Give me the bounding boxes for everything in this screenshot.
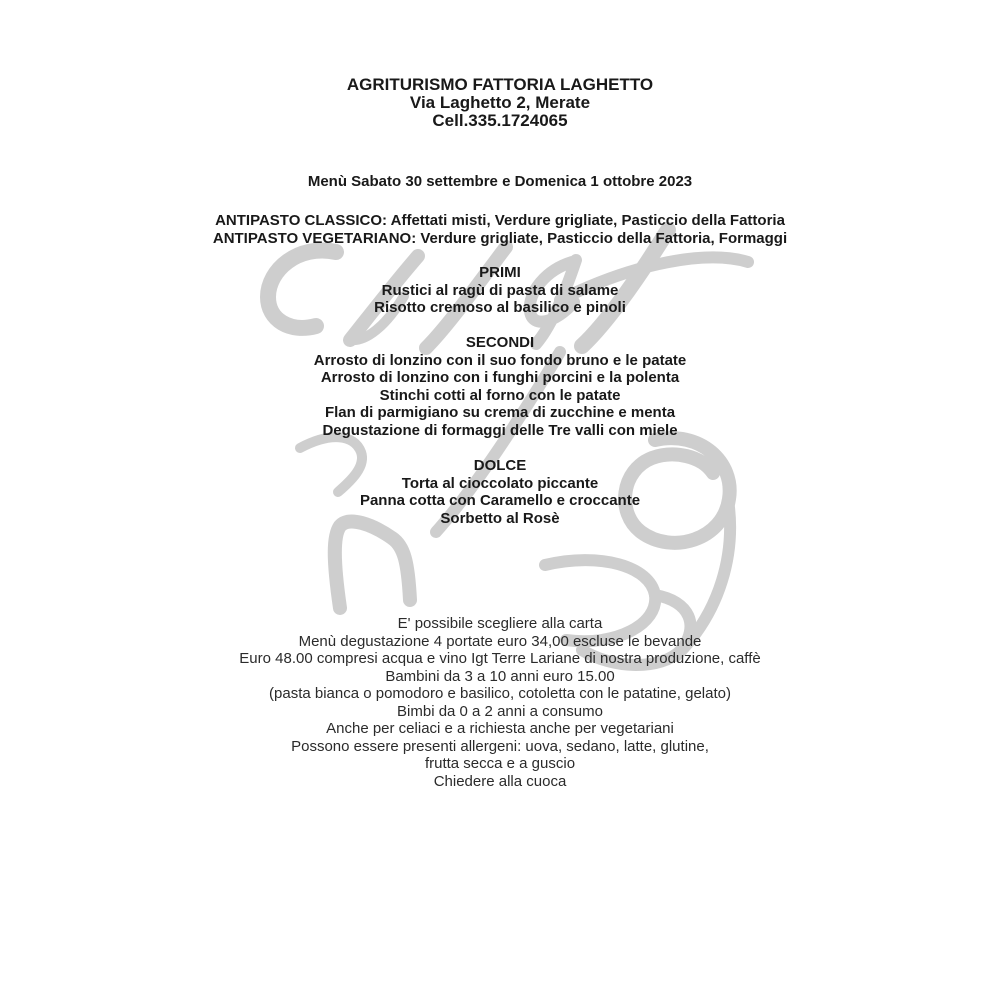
restaurant-name: AGRITURISMO FATTORIA LAGHETTO [346, 75, 654, 94]
section-secondi [0, 334, 1000, 439]
footer-notes [0, 615, 1000, 790]
menu-item: Stinchi cotti al forno con le patate [379, 386, 621, 404]
section-dolce [0, 457, 1000, 527]
footer-note: E' possibile scegliere alla carta [397, 615, 603, 632]
menu-item: Panna cotta con Caramello e croccante [359, 492, 641, 509]
menu-item: Risotto cremoso al basilico e pinoli [374, 299, 626, 316]
antipasti-block [0, 212, 1000, 247]
footer-note: Euro 48.00 compresi acqua e vino Igt Terre Lariane di nostra produzione, caffè [239, 650, 761, 667]
footer-note: Chiedere alla cuoca [433, 772, 567, 790]
menu-item: Arrosto di lonzino con il suo fondo bruno e le patate [313, 351, 687, 369]
restaurant-header [0, 76, 1000, 130]
footer-note: Menù degustazione 4 portate euro 34,00 escluse le bevande [298, 632, 702, 650]
restaurant-address: Via Laghetto 2, Merate [409, 93, 591, 112]
restaurant-phone: Cell.335.1724065 [432, 111, 568, 130]
menu-date: Menù Sabato 30 settembre e Domenica 1 ottobre 2023 [307, 173, 693, 190]
menu-item: Sorbetto al Rosè [440, 509, 560, 527]
menu-item: Torta al cioccolato piccante [401, 474, 599, 492]
section-title-secondi: SECONDI [465, 334, 535, 351]
menu-item: Arrosto di lonzino con i funghi porcini e la polenta [320, 369, 680, 386]
footer-note: Bambini da 3 a 10 anni euro 15.00 [385, 667, 615, 685]
antipasto-vegetariano: ANTIPASTO VEGETARIANO: Verdure grigliate, Pasticcio della Fattoria, Formaggi [212, 229, 788, 247]
footer-note: frutta secca e a guscio [424, 755, 576, 772]
menu-item: Rustici al ragù di pasta di salame [381, 281, 619, 299]
footer-note: Bimbi da 0 a 2 anni a consumo [397, 702, 603, 720]
antipasto-classico: ANTIPASTO CLASSICO: Affettati misti, Verdure grigliate, Pasticcio della Fattoria [215, 212, 785, 229]
section-title-primi: PRIMI [479, 264, 521, 281]
footer-note: Anche per celiaci e a richiesta anche per vegetariani [326, 720, 674, 737]
footer-note: Possono essere presenti allergeni: uova, sedano, latte, glutine, [291, 737, 709, 755]
menu-item: Degustazione di formaggi delle Tre valli con miele [322, 421, 678, 439]
menu-item: Flan di parmigiano su crema di zucchine e menta [324, 404, 676, 421]
section-title-dolce: DOLCE [473, 457, 527, 474]
footer-note: (pasta bianca o pomodoro e basilico, cotoletta con le patatine, gelato) [269, 685, 731, 702]
menu-date-block [0, 173, 1000, 191]
section-primi [0, 264, 1000, 317]
